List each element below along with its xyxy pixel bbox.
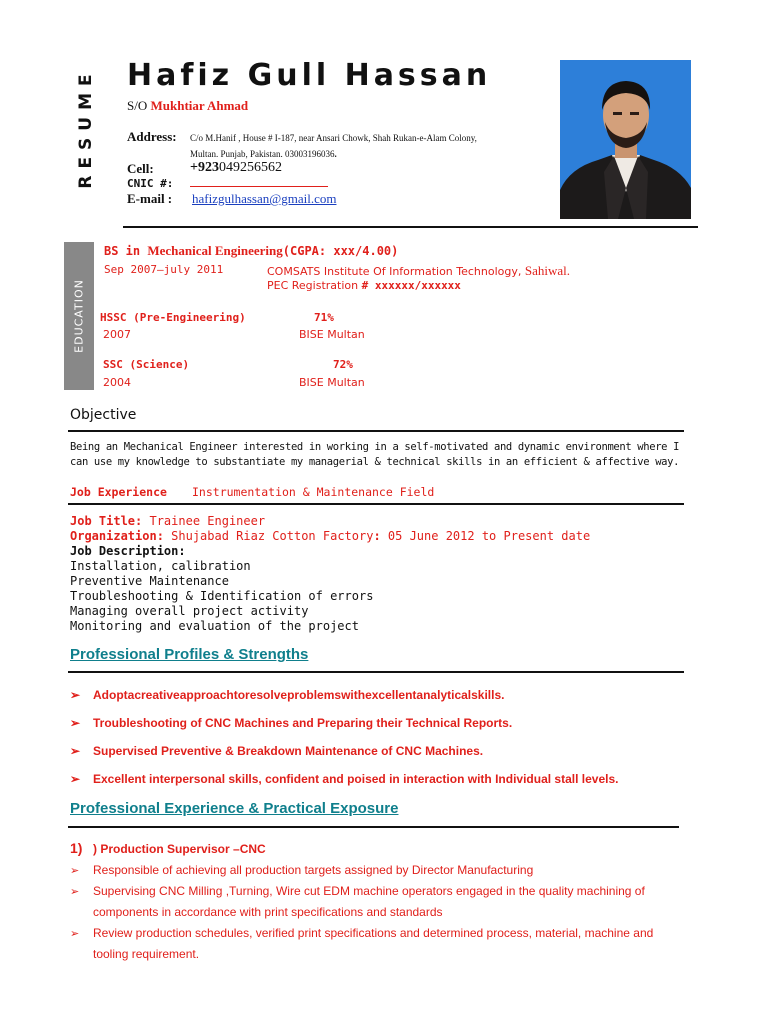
experience-heading: Professional Experience & Practical Exposure bbox=[70, 800, 399, 817]
email-link[interactable]: hafizgulhassan@gmail.com bbox=[192, 191, 337, 206]
son-of-line: S/O Mukhtiar Ahmad bbox=[127, 98, 249, 113]
experience-item-continuation: components in accordance with print specifications and standards bbox=[93, 905, 443, 919]
cell-label: Cell: bbox=[127, 161, 154, 176]
job-title-line: Job Title: Trainee Engineer bbox=[70, 514, 266, 528]
header-divider bbox=[123, 226, 698, 228]
experience-item-continuation: tooling requirement. bbox=[93, 947, 200, 961]
objective-heading: Objective bbox=[70, 407, 137, 423]
objective-text-line-2: can use my knowledge to substantiate my managerial & technical skills in an efficient & affective way. bbox=[70, 456, 680, 468]
ssc-board: BISE Multan bbox=[299, 376, 365, 389]
cnic-label: CNIC #: bbox=[127, 177, 174, 190]
experience-divider bbox=[68, 826, 679, 828]
pec-registration: PEC Registration # xxxxxx/xxxxxx bbox=[267, 279, 461, 292]
hssc-board: BISE Multan bbox=[299, 328, 365, 341]
organization-line: Organization: Shujabad Riaz Cotton Factory: 05 June 2012 to Present date bbox=[70, 529, 591, 543]
profile-item: ➢ Adoptacreativeapproachtoresolveproblemswithexcellentanalyticalskills. bbox=[70, 688, 505, 702]
duty-item: Monitoring and evaluation of the project bbox=[70, 619, 359, 633]
arrow-bullet-icon: ➢ bbox=[70, 865, 80, 877]
profile-item: ➢ Excellent interpersonal skills, confident and poised in interaction with Individual stall levels. bbox=[70, 772, 619, 786]
duty-item: Managing overall project activity bbox=[70, 604, 309, 618]
experience-role: ) Production Supervisor –CNC bbox=[93, 842, 266, 856]
bs-institute: COMSATS Institute Of Information Technology, Sahiwal. bbox=[267, 263, 571, 278]
experience-item: ➢ Responsible of achieving all production targets assigned by Director Manufacturing bbox=[70, 863, 534, 877]
hssc-percentage: 71% bbox=[314, 311, 334, 324]
address-line-2: Multan. Punjab, Pakistan. 03003196036. bbox=[190, 149, 337, 159]
profiles-divider bbox=[68, 671, 684, 673]
bs-dates: Sep 2007–july 2011 bbox=[104, 263, 224, 276]
arrow-bullet-icon: ➢ bbox=[70, 772, 81, 786]
job-description-label: Job Description: bbox=[70, 544, 186, 558]
experience-number: 1) bbox=[70, 840, 83, 856]
hssc-title: HSSC (Pre-Engineering) bbox=[100, 311, 246, 324]
email-label: E-mail : bbox=[127, 191, 173, 206]
arrow-bullet-icon: ➢ bbox=[70, 744, 81, 758]
experience-item: ➢ Supervising CNC Milling ,Turning, Wire cut EDM machine operators engaged in the quality machining of bbox=[70, 884, 645, 898]
resume-vertical-label: RESUME bbox=[76, 67, 96, 189]
arrow-bullet-icon: ➢ bbox=[70, 716, 81, 730]
ssc-title: SSC (Science) bbox=[103, 358, 190, 371]
job-field: Instrumentation & Maintenance Field bbox=[192, 485, 435, 499]
profile-photo bbox=[560, 60, 691, 219]
address-label: Address: bbox=[127, 129, 177, 144]
arrow-bullet-icon: ➢ bbox=[70, 928, 80, 940]
education-sidebar: EDUCATION bbox=[64, 242, 94, 390]
cnic-blank-line bbox=[190, 186, 328, 187]
objective-divider bbox=[68, 430, 684, 432]
experience-item: ➢ Review production schedules, verified print specifications and determined process, material, machine and bbox=[70, 926, 654, 940]
address-line-1: C/o M.Hanif , House # I-187, near Ansari Chowk, Shah Rukan-e-Alam Colony, bbox=[190, 133, 477, 143]
objective-text-line-1: Being an Mechanical Engineer interested in working in a self-motivated and dynamic environment where I bbox=[70, 441, 680, 453]
duty-item: Installation, calibration bbox=[70, 559, 251, 573]
profile-photo-illustration bbox=[560, 60, 691, 219]
candidate-name: Hafiz Gull Hassan bbox=[127, 58, 492, 93]
ssc-percentage: 72% bbox=[333, 358, 353, 371]
hssc-year: 2007 bbox=[103, 328, 131, 341]
father-name: Mukhtiar Ahmad bbox=[150, 98, 249, 113]
arrow-bullet-icon: ➢ bbox=[70, 688, 81, 702]
cell-number: +923049256562 bbox=[190, 160, 282, 175]
ssc-year: 2004 bbox=[103, 376, 131, 389]
profile-item: ➢ Troubleshooting of CNC Machines and Preparing their Technical Reports. bbox=[70, 716, 513, 730]
arrow-bullet-icon: ➢ bbox=[70, 886, 80, 898]
duty-item: Preventive Maintenance bbox=[70, 574, 229, 588]
profiles-heading: Professional Profiles & Strengths bbox=[70, 646, 309, 663]
job-divider bbox=[68, 503, 684, 505]
bs-degree-title: BS in Mechanical Engineering(CGPA: xxx/4.00) bbox=[104, 243, 399, 258]
duty-item: Troubleshooting & Identification of errors bbox=[70, 589, 374, 603]
profile-item: ➢ Supervised Preventive & Breakdown Maintenance of CNC Machines. bbox=[70, 744, 484, 758]
job-experience-heading: Job Experience bbox=[70, 485, 167, 499]
